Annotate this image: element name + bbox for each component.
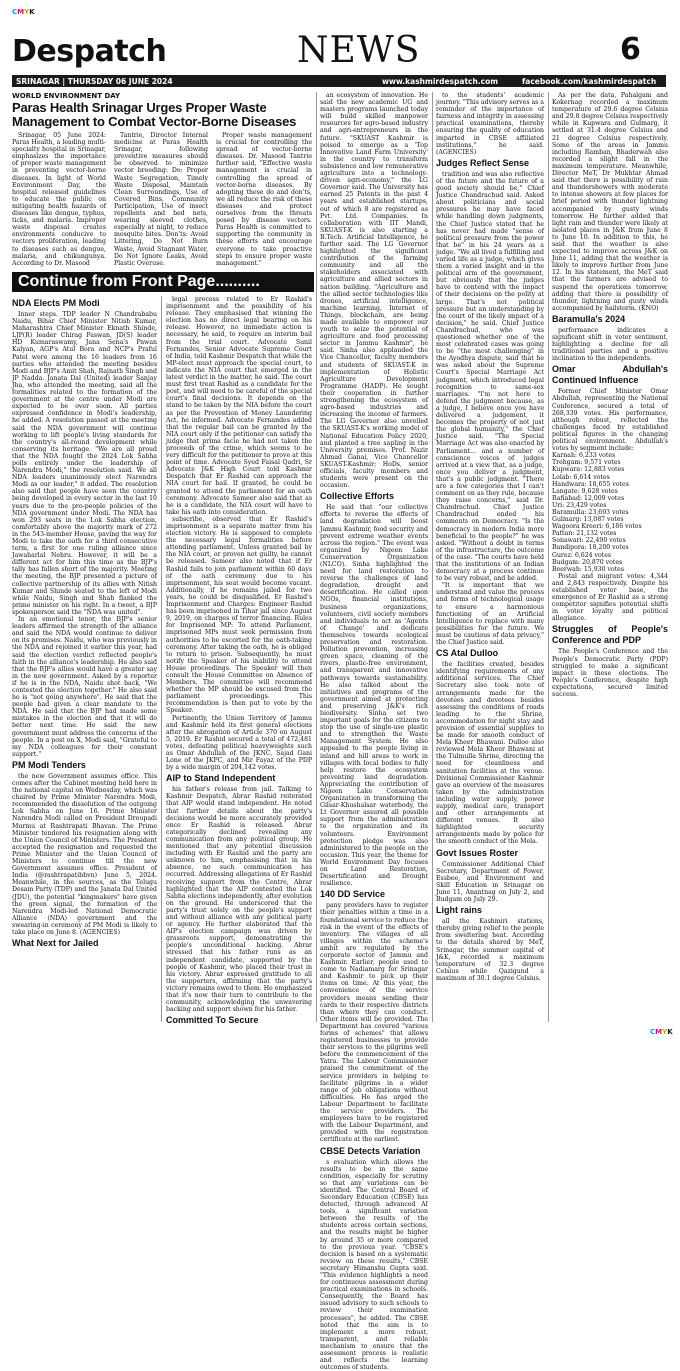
story-column-3 <box>320 92 428 1022</box>
story-text-cbse: s evaluation which allows the results to be in the same condition, especially for scrutiny so that any variations can be identified. The Central Board of Secondary Education (CBSE) has detected, through advanced AI tools, a significant variation between the results of the students across certain sections, and the results might be higher by around 35 or more compared to the previous year. "CBSE's decision is based on a systematic review on these results," CBSE secretary Himanshu Gupta said. "This evidence highlights a need for continuous assessment during practical examinations in schools. Consequently, the Board has issued advisory to such schools to review their examination processes", he added. The CBSE noted that the aim is to implement a more robust, transparent, and reliable mechanism to ensure that the assessment process is realistic and reflects the learning outcomes of students. <box>320 1159 428 1371</box>
story-column-4 <box>436 92 544 1022</box>
story-text-pm: the new Government assumes office. This comes after the Cabinet meeting held here in the national capital on Wednesday, which was chaired by Prime Minister Narendra Modi, recommended the dissolution of the outgoing Lok Sabha on June 16. Prime Minister Narendra Modi called on President Droupadi Murmu at Rashtrapati Bhavan. The Prime Minister tendered his resignation along with the Union Council of Ministers. The President accepted the resignation and requested the Prime Minister and the Union Council of Ministers to continue till the new Government assumes office. President of India (@rashtrapatibhvn) June 5, 2024. Meanwhile, in the sources, as the Telugu Desam Party (TDP) and the Janata Dal United (JDU), the potential "kingmakers" have given the green signal, the formation of the Narendra Modi-led National Democratic Alliance (NDA) government and the swearing-in ceremony of PM Modi is likely to take place on June 8. (AGENCIES) <box>12 773 157 936</box>
list-item: Langate: 9,628 votes <box>552 488 668 495</box>
story-text-cbse-end: to the students' academic journey. "This advisory serves as a reminder of the importance of fairness and integrity in assessing practical examinations, thereby ensuring the quality of education imparted in CBSE affiliated institutions," he said. (AGENCIES) <box>436 92 544 156</box>
list-item: Handwara: 18,655 votes <box>552 481 668 488</box>
page-number: 6 <box>620 32 641 67</box>
story-text-committed: an ecosystem of innovation. He said the new academic UG and masters programs launched today will build skilled manpower resources for agro-based industry and agri-entrepreneurs in the future. "SKUAST Kashmir is poised to emerge as a 'Top Innovative Land Farm University' in the country to transform subsistence and low remunerative agriculture into a technology-driven agri-economy," the LG Governor said. The University has earned 25 Patents in the past 4 years and established startups, out of which 8 are registered as Pvt. Ltd. Companies. In collaboration with IIT Mandi, SKUAST-K is also starting a B.Tech. Artificial Intelligence, he further said. The LG Governor highlighted the significant contribution of the farming community and all the stakeholders associated with agriculture and allied sectors in nation building. "Agriculture and the allied sector technologies like drones, artificial intelligence, machine learning, Internet of Things, blockchain, are being made available to empower our youth to seize the potential of agriculture and food processing sector in Jammu Kashmir", he said. Sinha also applauded the Vice Chancellor, faculty members and students of SKUAST-K in implementation of Holistic Agriculture Development Programme (HADP). He sought their cooperation in further strengthening the ecosystem of agro-based industries and increasing the income of farmers. The LG Governor also unveiled the SKUAST-K's working model of National Education Policy 2020, and planted a tree sapling in the University premises. Prof. Nazir Ahmad Ganai, Vice Chancellor SKUAST-Kashmir; HoDs, senior officials, faculty members and students were present on the occasion. <box>320 92 428 489</box>
story-text-omar-end: Postal and migrant votes: 4,344 and 2,843 respectively. Despite his established voter base, the emergence of Er Rashid as a strong competitor signifies potential shifts in voter loyalty and political allegiance. <box>552 573 668 623</box>
story-text-baramulla: performance indicates a significant shift in voter sentiment, highlighting a decline for all traditional parties and a positive inclination to the independents. <box>552 327 668 362</box>
story-text-omar: Former Chief Minister Omar Abdullah, representing the National Conference, secured a total of 268,339 votes. His performance, although robust, reflected the challenges faced by established political figures in the changing political environment. Abdullah's votes by segment include: <box>552 388 668 452</box>
list-item: Baramulla: 23,693 votes <box>552 509 668 516</box>
story-text-nda: Inner steps. TDP leader N Chandrababu Naidu, Bihar Chief Minister Nitish Kumar, Maharashtra Chief Minister Eknath Shinde, LJP(R) leader Chirag Paswan, JD(S) leader HD Kumaraswamy, Jana Sena's Pawan Kalyan, AGP's Atul Bora and NCP's Praful Patel were among the 16 leaders from 16 parties who attended the meeting besides Modi and BJP's Amit Shah, Rajnath Singh and JP Nadda. Janata Dal (United) leader Sanjay Jha, who attended the meeting, said all the formalities related to the formation of the government at the centre under Modi are expected to be over soon. All parties expressed confidence in Modi's leadership, he added. A resolution passed at the meeting said the NDA government will continue working to lift people's living standards for the country's all-round development while conserving its heritage. "We are all proud that the NDA fought the 2024 Lok Sabha polls entirely under the leadership of Narendra Modi," the resolution said. We all NDA leaders unanimously elect Narendra Modi as our leader," it added. The resolution also said that people have seen the country being developed in every sector in the last 10 years due to the pro-people policies of the NDA government under Modi. The NDA has won 293 seats in the Lok Sabha election, comfortably above the majority mark of 272 in the 543-member House, paving the way for Modi to take the oath for a third consecutive term, a first for one ruling alliance since Jawaharlal Nehru. However, it will be a different act for him this time as the BJP's tally has fallen short of the majority. Meeting the meeting, the BJP presented a picture of collective partnership of its allies with Nitish Kumar and Shinde seated to the left of Modi while Naidu, Singh and Shah flanked the prime minister on his right. In a tweet, a BJP spokesperson said the "NDA was united". <box>12 311 157 616</box>
list-item: Bandipora: 18,200 votes <box>552 544 668 551</box>
story-text-nda-cont: In an emotional tenor, the BJP's senior leaders affirmed the strength of the alliance and said the NDA would continue to deliver on its promises. Naidu, who was previously in the NDA and rejoined it earlier this year, had said the election verdict reflected people's faith in the alliance's leadership. He also said that the BJP's allies would have a greater say in the new government. Asked by a reporter if he is in the NDA, Naidu shot back, "We contested the election together." He also said he is "not going anywhere". He said that the people had given a clear mandate to the NDA. He said that the BJP had made some mistakes in the election and that it will do better next time. He said the new government must address the concerns of the people. In a post on X, Modi said, "Grateful to my NDA colleagues for their constant support." <box>12 616 157 758</box>
story-text-weather: As per the data, Pahalgam and Kokernag recorded a maximum temperature of 29.6 degree Celsius and 29.8 degree Celsius respectively while in Kupwara and Gulmarg, it settled at 31.4 degree Celsius and 21 degree Celsius respectively. Some of the areas in Jammu including Ramban, Bhaderwah also recorded a slight fall in the maximum temperature. Meanwhile, Director MeT, Dr Mukhtar Ahmad said that there is possibility of rain and thundershowers with moderate to intense showers at few places for brief period with thunder lightning accompanied by gusty winds tomorrow. He further added that light rain and thunder were likely at isolated places in J&K from June 8 to June 10. In addition to this, he said that the weather is also expected to improve across J&K on June 11, adding that the weather is likely to improve further from June 12. In his statement, the MeT said that the farmers are advised to suspend the operations tomorrow, adding that there is possibility of thunder, lightning and gusty winds accompanied by hailstorm. (KNO) <box>552 92 668 312</box>
cmyk-marker-top: C M Y K <box>12 8 35 16</box>
continue-banner: Continue from Front Page.......... <box>12 272 314 292</box>
list-item: Sonawari: 22,490 votes <box>552 537 668 544</box>
cmyk-marker-bottom: C M Y K <box>650 1028 673 1036</box>
masthead-title: Despatch <box>12 34 166 69</box>
story-column-5 <box>552 92 668 1022</box>
facebook-link[interactable]: facebook.com/kashmirdespatch <box>522 77 656 86</box>
story-text-struggles: The People's Conference and the People's Democratic Party (PDP) struggled to make a significant impact in these elections. The People's Conference, despite high expectations, secured limited success. <box>552 648 668 698</box>
story-text-aip: his father's release from jail. Talking to Kashmir Despatch, Abrar Rashid reiterated that AIP would stand independent. He noted that further details about the party's decisions would be more accurately provided once Er Rashid is released. Abrar categorically declined revealing any communication from any political group. He mentioned that any potential discussion including with Er Rashid and the party are unknown to him, emphasising that in his absence, no such communication has occurred. Addressing allegations of Er Rashid receiving support from the Centre, Abrar highlighted that the AIP contested the Lok Sabha elections independently, after evolution on the ground. He underscored that the party's trust solely on the people's support and without alliance with any political party or agency. He further elaborated that the AIP's election campaign was driven by grassroots support, demonstrating the people's unconditional backing. Abrar stressed that his father runs as an independent candidate, supported by the people of Kashmir, who placed their trust in his victory. Abrar expressed gratitude to all the supporters, affirming that the party's victory remains owed to them. He emphasized that it's now their turn to contribute to the community, acknowledging the unwavering backing and support shown for his father. <box>166 786 312 1013</box>
lead-column-1: Srinagar, 05 June 2024: Paras Health, a leading multi-specialty hospital in Srinagar, emphasizes the importance of proper waste management in preventing vector-borne diseases. In light of World Environment Day, the hospital released guidelines to educate the public on mitigating health hazards of diseases like dengue, typhus, ticks, and malaria. Improper waste disposal creates environments conducive to vectors proliferation, leading to diseases such as dengue, malaria, and chikungunya. According to Dr. Masood <box>12 132 106 268</box>
story-heading-what-next: What Next for Jailed <box>12 938 157 949</box>
story-heading-omar: Omar Abdullah's Continued Influence <box>552 364 668 386</box>
lead-kicker: WORLD ENVIRONMENT DAY <box>12 92 312 100</box>
story-column-1 <box>12 296 157 1022</box>
story-text-collective: He said that "our collective efforts to reverse the effects of land degradation will boost Jammu Kashmir, food security and prevent extreme weather events across the region." The event was organized by Nigeen Lake Conservation Organization (NLCO). Sinha highlighted the need for land restoration to reverse the challenges of land degradation, drought and desertification. He called upon NGOs, financial institutions, business organizations, volunteers, civil society members and individuals to act as 'Agents of Change' and dedicate themselves towards ecological preservation and restoration. Pollution prevention, increasing green space, cleaning of the rivers, plastic-free environment, and transparent and innovative pathways towards sustainability. He also talked about the initiatives and programs of the government aimed at protecting and preserving J&K's rich biodiversity. Sinha set two important goals for the citizens to stop the use of single-use plastic and to strengthen the Waste Management System. He also appealed to the people living in inland and hill areas to work in villages with local bodies to fully help restore the ecosystem preventing land degradation. Appreciating the contribution of Nigeen Lake Conservation Organization in transforming the Gilsar-Khushalsar waterbody, the Lt Governor assured all possible support from the administration to the organization and its volunteers. Environment protection pledge was also administered to the people on the occasion. This year, the theme for World Environment Day focuses on Land Restoration, Desertification and Drought resilience. <box>320 504 428 887</box>
story-heading-dd-service: 140 DD Service <box>320 889 428 900</box>
column-divider <box>161 296 162 1022</box>
story-text-legal: legal process related to Er Rashid's imprisonment and the possibility of his release. They emphasised that winning the election has no direct legal bearing on his release. However, no immediate action is necessary, he said, to require an interim bail from the trial court. Advocate Sunil Fernandes, Senior Advocate Supreme Court of India, told Kashmir Despatch that while the MP-elect must approach the special court, to indicate the NIA court that emerged in the latest verdict in the matter, he said. The court must first treat Rashid as a candidate for the post, and will need to be careful of the special court's final decisions. It depends on the stand to be taken by the NIA before the court as per the Prevention of Money Laundering Act, he informed. Advocate Fernandes added that the regular bail can be granted by the NIA court only if the petitioner can satisfy the judge that prima facie he had not taken the proceeds of the crime, which seems to be very difficult for the petitioner to prove at this point of time. Advocate Syed Faisal Qadri, Sr Advocate J&K High Court told Kashmir Despatch that Er Rashid can approach the NIA court for bail. If granted, he could be granted to attend the parliament for an oath ceremony. Advocate Sameer also said that as he is a candidate, the NIA court will have to take his oath into consideration. <box>166 296 312 516</box>
story-text-judges: tradition and was also reflective of the future and the future of a good society should be," Chief Justice Chandrachud said. Asked about politicians and social pressures he may have faced while handling down judgments, the Chief Justice stated that he has never had made "sense of political pressure from the power that be" in his 24 years as a judge. "We all lived a fulfilling and varied life as a judge, which gives them a varied insight and in the political arm of the government, but obviously that the judges have to contend with the impact of their decisions on the polity at large. That's not political pressure but an understanding by the court of the likely impact of a decision," he said. Chief Justice Chandrachud, who was questioned whether one of the most celebrated cases was going to be "the most challenging" in the Ayodhya dispute, said that he was asked about the Supreme Court's Special Marriage Act judgment, which introduced legal recognition to same-sex marriages. "I'm not here to defend the judgment because, as a judge, I believe once you have delivered a judgement, it becomes the property of not just the global humanity," the Chief Justice said. "The Special Marriage Act was also enacted by Parliament... and a number of conscience voices of judges arrived at a view that, as a judge, once you deliver a judgment, that's a public judgment. "There are a few categories that I can't comment on as they rule, because they raise concerns," said Dr. Chandrachud. Chief Justice Chandrachud ended his comments on Democracy. "Is the democracy in modern India more beneficial to the people?" he was asked. "Without a doubt in terms of the infrastructure, the outcome of the case. "The courts have held that the institutions of an Indian democracy at a process continue to be very robust, and he added. <box>436 171 544 582</box>
story-text-dd-service: pany providers have to register their penalties within a time in a foundational service to reduce the risk in the event of the effects of inventory. The villages of all villages within the scheme's ambit are regulated by the corporate sector of Jammu and Kashmir. Earlier, people used to come to Nadiamarg for Srinagar and Kashmir to pick up their items on time. At this year, the convenience of the service providers means sending their cards to their respective districts than where they can conduct. Other items will be provided. The Department has covered "various forms of schemes" that allows registered businesses to provide their services to the pilgrims well before the commencement of the Yatra. The Labour Commissioner praised the commitment of the service providers in helping to facilitate pilgrims in a wider range of job obligations without difficulties. He has urged the Labour Department to facilitate the service providers. The employees have to be registered with the Labour Department, and provided with the registration certificate at the earliest. <box>320 902 428 1143</box>
story-heading-struggles: Struggles of People's Conference and PDP <box>552 624 668 646</box>
section-title: NEWS <box>297 30 420 71</box>
lead-column-2: Tantrie, Director Internal medicine at Paras Health Srinagar, following preventive measures should be observed to minimize vector breeding: Do: Proper Waste Segregation, Timely Waste Disposal, Maintain Clean Surroundings, Use of Covered Bins, Community Participation, Use of insect repellents and bed nets, wearing sleeved clothes, especially at night, to reduce mosquito bites. Don'ts: Avoid Littering, Do Not Burn Waste, Avoid Stagnant Water, Do Not Ignore Leaks, Avoid Plastic Overuse. <box>114 132 208 268</box>
story-text-light-rains: all the Kashmiri stations, thereby giving relief to the people from sweltering heat. According to the details shared by MeT, Srinagar, the summer capital of J&K, recorded a maximum temperature of 32.3 degree Celsius while Qazigund a maximum of 30.1 degree Celsius. <box>436 918 544 982</box>
story-heading-govt-roster: Govt Issues Roster <box>436 848 544 859</box>
list-item: Lolab: 6,614 votes <box>552 474 668 481</box>
story-heading-aip: AIP to Stand Independent <box>166 773 312 784</box>
lead-column-3: Proper waste management is crucial for controlling the spread of vector-borne diseases. Dr. Masood Tantrie further said, "Effective waste management is crucial in controlling the spread of vector-borne diseases. By adopting these do and don'ts, we all reduce the risk of these diseases and protect ourselves from the threats posed by disease vectors. Paras Health is committed to supporting the community in these efforts and encourage everyone to take proactive steps to ensure proper waste management." <box>216 132 312 268</box>
list-item: Trehgam: 9,571 votes <box>552 459 668 466</box>
list-item: Budgam: 20,870 votes <box>552 559 668 566</box>
list-item: Rafiabad: 12,009 votes <box>552 495 668 502</box>
story-text-legal-end: Pertinently, the Union Territory of Jammu and Kashmir held its first general elections after the abrogation of Article 370 on August 5, 2019. Er Rashid secured a total of 472,481 votes, defeating political heavyweights such as Omar Abdullah of the JKNC, Sajad Gani Lone of the JKPC, and Mir Fayaz of the PDP by a wide margin of 204,142 votes. <box>166 715 312 772</box>
story-heading-cs-dulloo: CS Atal Dulloo <box>436 648 544 659</box>
story-heading-judges: Judges Reflect Sense <box>436 158 544 169</box>
story-text-judges-end: "It is important that we understand and value the process and forms of technological usage to ensure a harmonious functioning of an Artificial Intelligence to replace with many possibilities for the future. We must be cautious of data privacy," the Chief Justice said. <box>436 582 544 646</box>
list-item: Beerwah: 15,930 votes <box>552 566 668 573</box>
lead-headline: Paras Health Srinagar Urges Proper Waste Management to Combat Vector-Borne Diseases <box>12 101 312 129</box>
dateline-bar <box>12 75 666 87</box>
story-heading-collective: Collective Efforts <box>320 491 428 502</box>
story-heading-nda: NDA Elects PM Modi <box>12 298 157 309</box>
story-heading-committed: Committed To Secure <box>166 1015 312 1026</box>
location-date: SRINAGAR | THURSDAY 06 JUNE 2024 <box>16 77 173 86</box>
story-text-govt-roster: Commissioner Additional Chief Secretary, Department of Power, Essbee, and Environment and Skill Education in Srinagar on June 11, Anantnag on July 2, and Budgam on July 29. <box>436 861 544 904</box>
list-item: Gurez: 6,624 votes <box>552 552 668 559</box>
list-item: Uri: 23,429 votes <box>552 502 668 509</box>
list-item: Gulmarg: 13,087 votes <box>552 516 668 523</box>
story-column-2 <box>166 296 312 1022</box>
column-divider <box>432 92 433 1022</box>
story-heading-cbse: CBSE Detects Variation <box>320 1146 428 1157</box>
list-item: Karnah: 6,233 votes <box>552 452 668 459</box>
column-divider <box>548 92 549 1022</box>
list-item: Kupwara: 12,883 votes <box>552 466 668 473</box>
story-heading-pm: PM Modi Tenders <box>12 760 157 771</box>
column-divider <box>316 92 317 1022</box>
story-text-legal-cont: subscribe, observed that Er Rashid's imprisonment is a separate matter from his election victory. He is supposed to complete the necessary legal formalities before attending parliament. Unless granted bail by the NIA court, or proven not guilty, he cannot be released. Sameer also noted that if Er Rashid fails to join parliament within 60 days of the oath ceremony due to his imprisonment, his seat would become vacant. Additionally, if he remains jailed for two years, he could be disqualified. Er Rashid's Imprisonment and Charges: Engineer Rashid has been imprisoned in Tihar jail since August 9, 2019, on charges of terror financing. Rules for Imprisoned MP: To attend Parliament, imprisoned MPs must seek permission from authorities to be escorted for the oath-taking ceremony. After taking the oath, he is obliged to return to prison. Subsequently, he must notify the Speaker of his inability to attend House proceedings. The Speaker will then consult the House Committee on Absence of Members. The committee will recommend whether the MP should be excused from the parliament proceedings. This recommendation is then put to vote by the Speaker. <box>166 516 312 715</box>
list-item: Pattan: 21,132 votes <box>552 530 668 537</box>
website-link[interactable]: www.kashmirdespatch.com <box>382 77 498 86</box>
story-heading-light-rains: Light rains <box>436 905 544 916</box>
story-heading-baramulla: Baramulla's 2024 <box>552 314 668 325</box>
list-item: Wagoora Kreeri: 6,186 votes <box>552 523 668 530</box>
vote-segment-list <box>552 452 668 573</box>
story-text-cs-dulloo: the facilities created, besides identifying requirements of any additional services. The Chief Secretary also took note of arrangements made for the devotees and devotees besides assessing the conditions of roads leading to the Shrine, accommodation for night stay and provision of essential supplies to be made for smooth conduct of Mela Kheer Bhawani. Dulloo also reviewed Mela Kheer Bhawani at the Tulmulla Shrine, directing the need for cleanliness and sanitation facilities at the venue. Divisional Commissioner Kashmir gave an overview of the measures taken by the administration including water supply, power supply, medical care, transport and other arrangements at different venues. It also highlighted security arrangements made by police for the smooth conduct of the Mela. <box>436 661 544 845</box>
